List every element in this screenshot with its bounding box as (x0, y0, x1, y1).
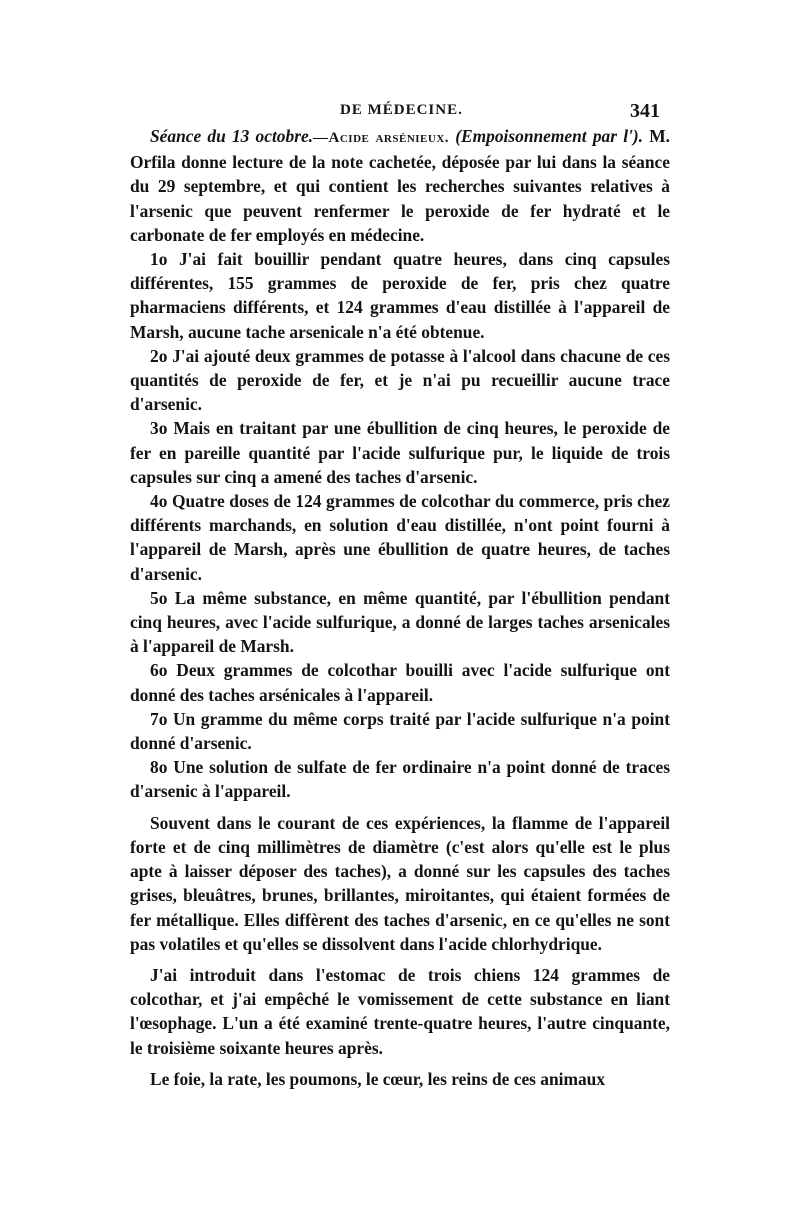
paragraph-8: 8o Une solution de sulfate de fer ordinaire n'a point donné de traces d'arsenic à l'appareil. (130, 757, 670, 802)
paragraph-10: J'ai introduit dans l'estomac de trois chiens 124 grammes de colcothar, et j'ai empêché le vomissement de cette substance en liant l'œsophage. L'un a été examiné trente-quatre heures, l'autre cinquante, le troisième soixante heures après. (130, 964, 670, 1058)
paragraph-3: 3o Mais en traitant par une ébullition de cinq heures, le peroxide de fer en pareille quantité par l'acide sulfurique pur, le liquide de trois capsules sur cinq a amené des taches d'arsenic. (130, 418, 670, 487)
paragraph-4: 4o Quatre doses de 124 grammes de colcothar du commerce, pris chez différents marchands, en solution d'eau distillée, n'ont point fourni à l'appareil de Marsh, après une ébullition de quatre heures, de taches d'arsenic. (130, 491, 670, 584)
paragraph-5: 5o La même substance, en même quantité, par l'ébullition pendant cinq heures, avec l'acide sulfurique, a donné de larges taches arsenicales à l'appareil de Marsh. (130, 587, 670, 657)
body-text (130, 124, 670, 1091)
paragraph-9: Souvent dans le courant de ces expériences, la flamme de l'appareil forte et de cinq millimètres de diamètre (c'est alors qu'elle est le plus apte à laisser déposer des taches), a donné sur les capsules des taches grises, bleuâtres, brunes, brillantes, miroitantes, qui étaient formées de fer métallique. Elles diffèrent des taches d'arsenic, en ce qu'elles ne sont pas volatiles et qu'elles se dissolvent dans l'acide chlorhydrique. (130, 812, 670, 954)
page-header (130, 100, 660, 126)
intro-text: M. Orfila donne lecture de la note cachetée, déposée par lui dans la séance du 29 septembre, et qui contient les recherches suivantes relatives à l'arsenic que peuvent renfermer le peroxide de fer hydraté et le carbonate de fer employés en médecine. (130, 126, 670, 245)
paragraph-7: 7o Un gramme du même corps traité par l'acide sulfurique n'a point donné d'arsenic. (130, 708, 670, 754)
paragraph-1: 1o J'ai fait bouillir pendant quatre heures, dans cinq capsules différentes, 155 grammes de peroxide de fer, pris chez quatre pharmaciens différents, et 124 grammes d'eau distillée à l'appareil de Marsh, aucune tache arsenicale n'a été obtenue. (130, 249, 670, 342)
page-number: 341 (630, 100, 660, 122)
section-subject: (Empoisonnement par l'). (455, 126, 643, 146)
section-topic: —Acide arsénieux. (313, 130, 450, 146)
session-date: Séance du 13 octobre. (150, 126, 314, 146)
running-head: DE MÉDECINE. (340, 102, 463, 118)
paragraph-11: Le foie, la rate, les poumons, le cœur, les reins de ces animaux (150, 1068, 606, 1089)
paragraph-2: 2o J'ai ajouté deux grammes de potasse à l'alcool dans chacune de ces quantités de peroxide de fer, et je n'ai pu recueillir aucune trace d'arsenic. (130, 345, 670, 415)
paragraph-6: 6o Deux grammes de colcothar bouilli avec l'acide sulfurique ont donné des taches arsénicales à l'appareil. (130, 660, 670, 705)
intro-paragraph (130, 124, 670, 247)
